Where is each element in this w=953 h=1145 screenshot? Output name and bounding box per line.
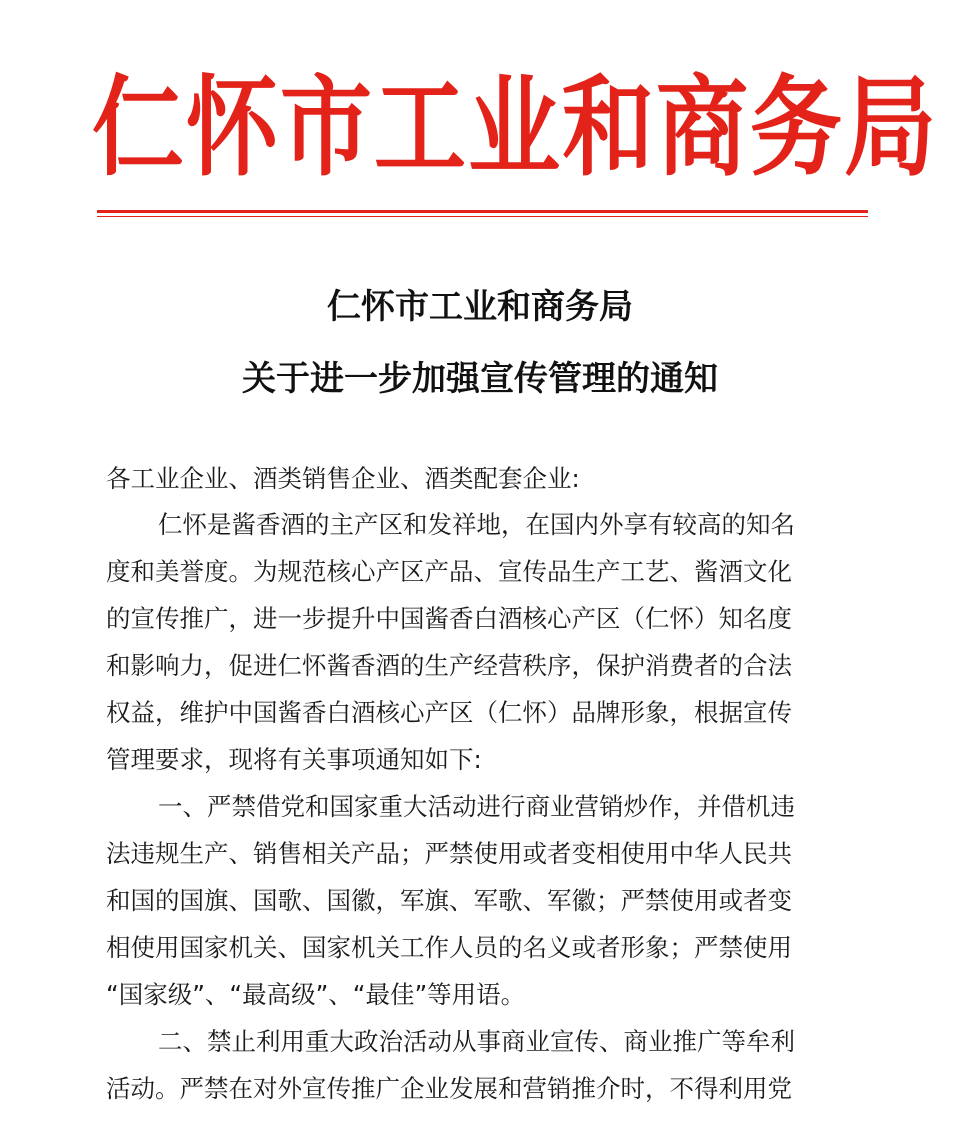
document-title-issuer: 仁怀市工业和商务局 [327, 287, 633, 327]
body-line: 一、严禁借党和国家重大活动进行商业营销炒作，并借机违 [158, 792, 795, 821]
body-line: 二、禁止利用重大政治活动从事商业宣传、商业推广等牟利 [158, 1027, 795, 1056]
masthead-divider-thin [97, 216, 868, 217]
document-title-subject: 关于进一步加强宣传管理的通知 [242, 359, 718, 399]
body-line: 度和美誉度。为规范核心产区产品、宣传品生产工艺、酱酒文化 [106, 557, 792, 586]
body-line: 和影响力，促进仁怀酱香酒的生产经营秩序，保护消费者的合法 [106, 651, 792, 680]
document-body [106, 455, 856, 1135]
body-line: 法违规生产、销售相关产品；严禁使用或者变相使用中华人民共 [106, 839, 792, 868]
body-line: 和国的国旗、国歌、国徽，军旗、军歌、军徽；严禁使用或者变 [106, 886, 792, 915]
body-line: 活动。严禁在对外宣传推广企业发展和营销推介时，不得利用党 [106, 1074, 792, 1103]
body-line: 管理要求，现将有关事项通知如下: [106, 745, 482, 774]
salutation-line: 各工业企业、酒类销售企业、酒类配套企业: [106, 464, 580, 493]
body-line: 权益，维护中国酱香白酒核心产区（仁怀）品牌形象，根据宣传 [106, 698, 792, 727]
body-line: 的宣传推广，进一步提升中国酱香白酒核心产区（仁怀）知名度 [106, 604, 792, 633]
masthead-agency-name: 仁怀市工业和商务局 [92, 63, 939, 191]
masthead-divider-thick [97, 210, 868, 213]
body-line: 相使用国家机关、国家机关工作人员的名义或者形象；严禁使用 [106, 933, 792, 962]
body-line: 仁怀是酱香酒的主产区和发祥地，在国内外享有较高的知名 [158, 510, 795, 539]
body-line: “国家级”、“最高级”、“最佳”等用语。 [106, 980, 526, 1009]
